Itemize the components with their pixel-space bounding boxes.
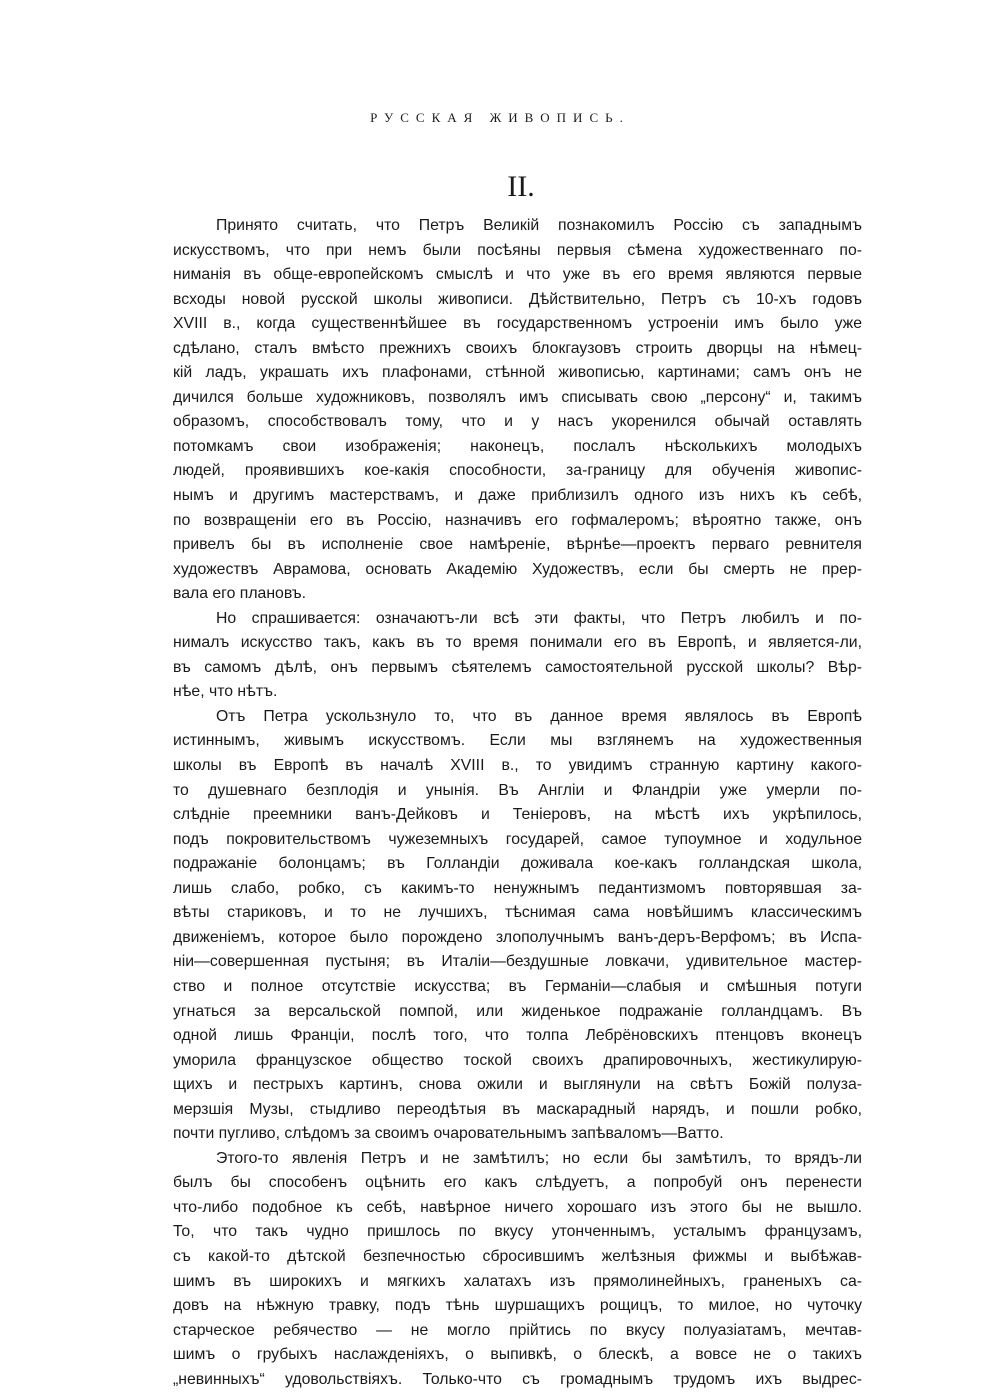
paragraph-1	[173, 214, 862, 607]
text-line: по возвращеніи его въ Россію, назначивъ его гофмалеромъ; вѣроятно также, онъ	[173, 511, 862, 529]
text-line: то душевнаго безплодія и унынія. Въ Англіи и Фландріи уже умерли по-	[173, 781, 862, 799]
text-line: привелъ бы въ исполненіе свое намѣреніе, вѣрнѣе—проектъ перваго ревнителя	[173, 536, 862, 554]
text-line: почти пугливо, слѣдомъ за своимъ очаровательнымъ запѣваломъ—Ватто.	[173, 1125, 724, 1143]
text-line: въ самомъ дѣлѣ, онъ первымъ сѣятелемъ самостоятельной русской школы? Вѣр-	[173, 658, 862, 676]
text-line: движеніемъ, которое было порождено злополучнымъ ванъ-деръ-Верфомъ; въ Испа-	[173, 928, 862, 946]
text-line: нѣе, что нѣтъ.	[173, 683, 278, 701]
paragraph-4	[173, 1147, 862, 1392]
text-line: Этого-то явленія Петръ и не замѣтилъ; но если бы замѣтилъ, то врядъ-ли	[216, 1149, 862, 1167]
text-line: Отъ Петра ускользнуло то, что въ данное время являлось въ Европѣ	[216, 707, 862, 725]
paragraph-2	[173, 607, 862, 705]
text-line: вѣты стариковъ, и то не лучшихъ, тѣснимая сама новѣйшимъ классическимъ	[173, 904, 862, 922]
text-line: „невинныхъ“ удовольствіяхъ. Только-что съ громаднымъ трудомъ ихъ выдрес-	[173, 1370, 862, 1388]
text-line: потомкамъ свои изображенія; наконецъ, послалъ нѣсколькихъ молодыхъ	[173, 437, 862, 455]
text-line: XVIII в., когда существеннѣйшее въ государственномъ устроеніи имъ было уже	[173, 315, 862, 333]
text-line: старческое ребячество — не могло прійтись по вкусу полуазіатамъ, мечтав-	[173, 1321, 862, 1339]
text-line: мерзшія Музы, стыдливо переодѣтыя въ маскарадный нарядъ, и пошли робко,	[173, 1100, 862, 1118]
text-line: нималъ искусство такъ, какъ въ то время понимали его въ Европѣ, и является-ли,	[173, 634, 862, 652]
text-line: школы въ Европѣ въ началѣ XVIII в., то увидимъ странную картину какого-	[173, 757, 862, 775]
text-line: уморила французское общество тоской своихъ драпировочныхъ, жестикулирую-	[173, 1051, 862, 1069]
body-text	[173, 214, 862, 1392]
text-line: художествъ Аврамова, основать Академію Художествъ, если бы смерть не прер-	[173, 560, 862, 578]
text-line: слѣдніе преемники ванъ-Дейковъ и Теніеровъ, на мѣстѣ ихъ укрѣпилось,	[173, 806, 862, 824]
text-line: искусствомъ, что при немъ были посѣяны первыя сѣмена художественнаго по-	[173, 241, 862, 259]
text-line: всходы новой русской школы живописи. Дѣйствительно, Петръ съ 10-хъ годовъ	[173, 290, 862, 308]
running-head: РУССКАЯ ЖИВОПИСЬ.	[370, 110, 630, 125]
text-line: Принято считать, что Петръ Великій познакомилъ Россію съ западнымъ	[216, 217, 862, 234]
text-line: подъ покровительствомъ чужеземныхъ государей, самое тупоумное и ходульное	[173, 830, 862, 848]
text-line: довъ на нѣжную травку, подъ тѣнь шуршащихъ рощицъ, то милое, но чуточку	[173, 1297, 862, 1315]
text-line: людей, проявившихъ кое-какія способности, за-границу для обученія живопис-	[173, 462, 862, 480]
text-line: ніи—совершенная пустыня; въ Италіи—бездушные ловкачи, удивительное мастер-	[173, 953, 862, 971]
text-line: кій ладъ, украшать ихъ плафонами, стѣнной живописью, картинами; самъ онъ не	[173, 364, 862, 382]
text-line: что-либо подобное къ себѣ, навѣрное ничего хорошаго изъ этого бы не вышло.	[173, 1198, 862, 1216]
text-line: одной лишь Франціи, послѣ того, что толпа Лебрёновскихъ птенцовъ вконецъ	[173, 1027, 862, 1045]
text-line: ство и полное отсутствіе искусства; въ Германіи—слабыя и смѣшныя потуги	[173, 977, 862, 995]
text-line: подражаніе болонцамъ; въ Голландіи доживала кое-какъ голландская школа,	[173, 855, 862, 873]
text-line: истиннымъ, живымъ искусствомъ. Если мы взглянемъ на художественныя	[173, 732, 862, 750]
text-line: шимъ въ широкихъ и мягкихъ халатахъ изъ прямолинейныхъ, граненыхъ са-	[173, 1272, 862, 1290]
text-line: щихъ и пестрыхъ картинъ, снова ожили и выглянули на свѣтъ Божій полуза-	[173, 1076, 862, 1094]
text-line: нымъ и другимъ мастерствамъ, и даже приблизилъ одного изъ нихъ къ себѣ,	[173, 487, 862, 505]
chapter-number: II.	[507, 170, 535, 203]
text-line: вала его плановъ.	[173, 585, 306, 603]
text-line: съ какой-то дѣтской безпечностью сбросившимъ желѣзныя фижмы и выбѣжав-	[173, 1247, 862, 1265]
text-line: То, что такъ чудно пришлось по вкусу утонченнымъ, усталымъ французамъ,	[173, 1223, 862, 1241]
text-line: былъ бы способенъ оцѣнить его какъ слѣдуетъ, а попробуй онъ перенести	[173, 1174, 862, 1192]
text-line: угнаться за версальской помпой, или жиденькое подражаніе голландцамъ. Въ	[173, 1002, 862, 1020]
text-line: лишь слабо, робко, съ какимъ-то ненужнымъ педантизмомъ повторявшая за-	[173, 879, 862, 897]
text-line: шимъ о грубыхъ наслажденіяхъ, о выпивкѣ, о блескѣ, а вовсе не о такихъ	[173, 1346, 862, 1364]
text-line: дичился больше художниковъ, позволялъ имъ списывать свою „персону“ и, такимъ	[173, 388, 862, 406]
text-line: образомъ, способствовалъ тому, что и у насъ укоренился обычай оставлять	[173, 413, 862, 431]
text-line: сдѣлано, сталъ вмѣсто прежнихъ своихъ блокгаузовъ строить дворцы на нѣмец-	[173, 339, 862, 357]
paragraph-3	[173, 705, 862, 1147]
text-line: ниманія въ обще-европейскомъ смыслѣ и что уже въ его время являются первые	[173, 266, 862, 284]
text-line: Но спрашивается: означаютъ-ли всѣ эти факты, что Петръ любилъ и по-	[216, 609, 862, 627]
